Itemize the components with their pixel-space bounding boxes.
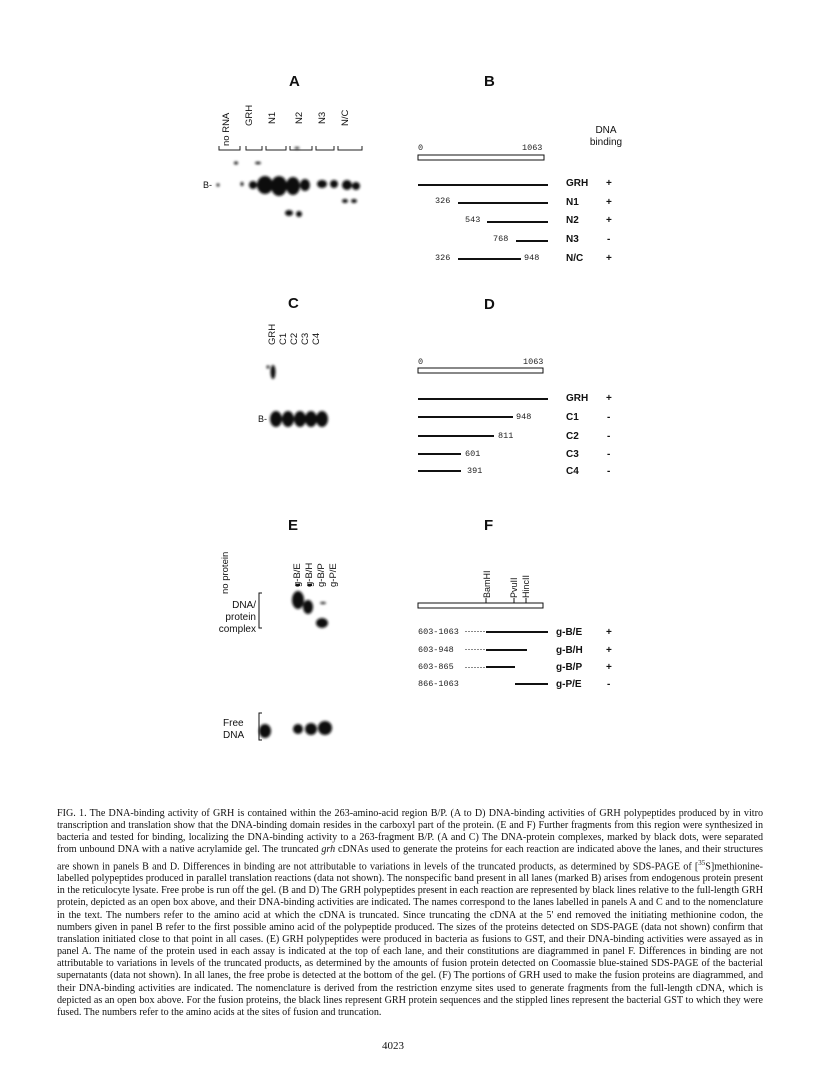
nonspecific-marker-a: B- xyxy=(203,180,212,190)
panel-label-b: B xyxy=(484,73,495,90)
row-name-c4: C4 xyxy=(566,466,579,477)
lane-label-e-3: g-B/P xyxy=(316,563,327,587)
binding-n3: - xyxy=(607,234,611,245)
lane-label-c-2: C2 xyxy=(289,332,300,345)
range-label-gpe: 866-1063 xyxy=(418,679,459,689)
binding-gbe: + xyxy=(606,627,612,638)
range-label-gbe: 603-1063 xyxy=(418,627,459,637)
caption-isotope: 35 xyxy=(698,858,706,867)
binding-nc: + xyxy=(606,253,612,264)
gst-gbp xyxy=(464,666,486,668)
gst-gpe xyxy=(493,683,515,685)
panel-label-a: A xyxy=(289,73,300,90)
binding-gbh: + xyxy=(606,645,612,656)
panel-label-f: F xyxy=(484,517,494,534)
site-label-hincii: HincII xyxy=(521,574,531,598)
lane-label-c-1: C1 xyxy=(278,332,289,345)
lane-label-a-3: N2 xyxy=(294,111,305,124)
bracket-complex xyxy=(259,593,262,628)
row-name-grh-b: GRH xyxy=(566,178,589,189)
row-name-gbe: g-B/E xyxy=(556,627,583,638)
scale-start-d: 0 xyxy=(418,357,424,367)
free-dna-label: Free DNA xyxy=(223,718,245,741)
row-name-c1: C1 xyxy=(566,412,579,423)
site-label-bamhi: BamHI xyxy=(482,570,492,598)
dna-binding-header: DNA binding xyxy=(589,125,623,148)
binding-grh-b: + xyxy=(606,178,612,189)
binding-c3: - xyxy=(607,449,611,460)
row-name-gpe: g-P/E xyxy=(556,679,582,690)
caption-part-1: FIG. 1. The DNA-binding activity of GRH is contained within the 263-amino-acid region B/P. (A to D) DNA-binding activities of GRH polypeptides produced by in vitro transcription and translation show that the DNA-binding domain resides in the carboxyl part of the protein. (E and F) Further fragments from this region were synthesized in bacteria and tested for binding, localizing the DNA-binding activity to a 263-fragment B/P. (A and C) The DNA-protein complexes, marked by black dots, were separated from unbound DNA with a native acrylamide gel. The truncated xyxy=(57,808,763,856)
lane-label-a-4: N3 xyxy=(317,111,328,124)
end-label-c3: 601 xyxy=(465,449,481,459)
range-label-gbp: 603-865 xyxy=(418,662,454,672)
start-label-n1: 326 xyxy=(435,196,451,206)
lane-brackets-a xyxy=(219,146,362,150)
full-length-box-b xyxy=(418,155,544,160)
panel-label-e: E xyxy=(288,517,299,534)
figure-caption xyxy=(57,808,763,1019)
diagram-d xyxy=(418,368,548,471)
start-label-n3: 768 xyxy=(493,234,509,244)
scale-start-b: 0 xyxy=(418,143,424,153)
full-length-box-f xyxy=(418,603,543,608)
nonspecific-marker-c: B- xyxy=(258,414,267,424)
panel-label-d: D xyxy=(484,296,495,313)
site-label-pvuii: PvuII xyxy=(509,577,519,598)
row-name-gbh: g-B/H xyxy=(556,645,583,656)
gst-gbh xyxy=(464,649,486,651)
start-label-nc: 326 xyxy=(435,253,451,263)
binding-gbp: + xyxy=(606,662,612,673)
gel-e xyxy=(259,591,332,738)
lane-label-c-4: C4 xyxy=(311,332,322,345)
caption-gene-name: grh xyxy=(321,844,336,856)
start-label-n2: 543 xyxy=(465,215,481,225)
row-name-n2: N2 xyxy=(566,215,579,226)
row-name-n3: N3 xyxy=(566,234,579,245)
row-name-n1: N1 xyxy=(566,197,579,208)
caption-part-3: S]methionine-labelled polypeptides produced in parallel translation reactions (data not shown). The nonspecific band present in all lanes (marked B) arises from endogenous protein present in the reticulocyte lysate. Free probe is run off the gel. (B and D) The GRH polypeptides present in each reaction are represented by black lines relative to the full-length GRH protein, depicted as an open box above, and their DNA-binding activities are indicated. The names correspond to the lanes labelled in panels A and C and to the nomenclature in the text. The numbers refer to the amino acid at which the cDNA is truncated. Since truncating the cDNA at the 5' end removed the initiating methionine codon, the numbers given in panel B refer to the first possible amino acid of the polypeptide produced. The sizes of the proteins detected on SDS-PAGE (data not shown) confirm that translation initiated close to that point in all cases. (E) GRH polypeptides were produced in bacteria as fusions to GST, and their DNA-binding activities were assayed as in panel A. The name of the protein used in each assay is indicated at the top of each lane, and their constitutions are diagrammed in panel F. Differences in binding are not attributable to variations in levels of the truncated products, as determined by the amounts of fusion protein detected on Coomassie blue-stained SDS-PAGE of the bacterial supernatants (data not shown). In all lanes, the free probe is detected at the bottom of the gel. (F) The portions of GRH used to make the fusion proteins are diagrammed, and their DNA-binding activities are indicated. The nomenclature is derived from the restriction enzyme sites used to generate fragments from the full-length cDNA, which is depicted as an open box above. For the fusion proteins, the black lines represent GRH protein sequences and the stippled lines represent the bacterial GST to which they were fused. The numbers refer to the amino acids at the sites of fusion and truncation. xyxy=(57,860,763,1018)
scale-end-d: 1063 xyxy=(523,357,544,367)
binding-n1: + xyxy=(606,197,612,208)
end-label-nc: 948 xyxy=(524,253,540,263)
lane-label-e-4: g-P/E xyxy=(328,563,339,587)
gel-a xyxy=(217,147,361,217)
end-label-c2: 811 xyxy=(498,431,514,441)
binding-c4: - xyxy=(607,466,611,477)
gst-gbe xyxy=(464,631,486,633)
lane-label-c-0: GRH xyxy=(267,323,278,345)
lane-label-a-1: GRH xyxy=(244,104,255,126)
diagram-b xyxy=(418,155,548,259)
scale-end-b: 1063 xyxy=(522,143,543,153)
range-label-gbh: 603-948 xyxy=(418,645,454,655)
lane-label-a-2: N1 xyxy=(267,111,278,124)
lane-label-e-2: g-B/H xyxy=(304,562,315,587)
row-name-grh-d: GRH xyxy=(566,393,589,404)
row-name-nc: N/C xyxy=(566,253,584,264)
binding-gpe: - xyxy=(607,679,611,690)
lane-label-e-1: g-B/E xyxy=(292,563,303,587)
complex-label: DNA/ protein complex xyxy=(218,600,256,635)
end-label-c1: 948 xyxy=(516,412,532,422)
lane-label-a-5: N/C xyxy=(340,109,351,126)
gel-c xyxy=(267,365,329,427)
page-number: 4023 xyxy=(382,1040,404,1052)
full-length-box-d xyxy=(418,368,543,373)
lane-label-c-3: C3 xyxy=(300,332,311,345)
lane-label-e-0: no protein xyxy=(220,551,231,594)
binding-grh-d: + xyxy=(606,393,612,404)
lane-label-a-0: no RNA xyxy=(221,112,232,146)
binding-n2: + xyxy=(606,215,612,226)
panel-label-c: C xyxy=(288,295,299,312)
binding-c2: - xyxy=(607,431,611,442)
binding-c1: - xyxy=(607,412,611,423)
diagram-f xyxy=(418,598,548,685)
caption-part-2: cDNAs used to generate the proteins for each reaction are indicated above the lanes, and their structures are shown in panels B and D. Differences in binding are not attributable to variations in levels of the truncated products, as determined by SDS-PAGE of [ xyxy=(57,844,763,872)
row-name-c3: C3 xyxy=(566,449,579,460)
row-name-gbp: g-B/P xyxy=(556,662,583,673)
row-name-c2: C2 xyxy=(566,431,579,442)
end-label-c4: 391 xyxy=(467,466,483,476)
